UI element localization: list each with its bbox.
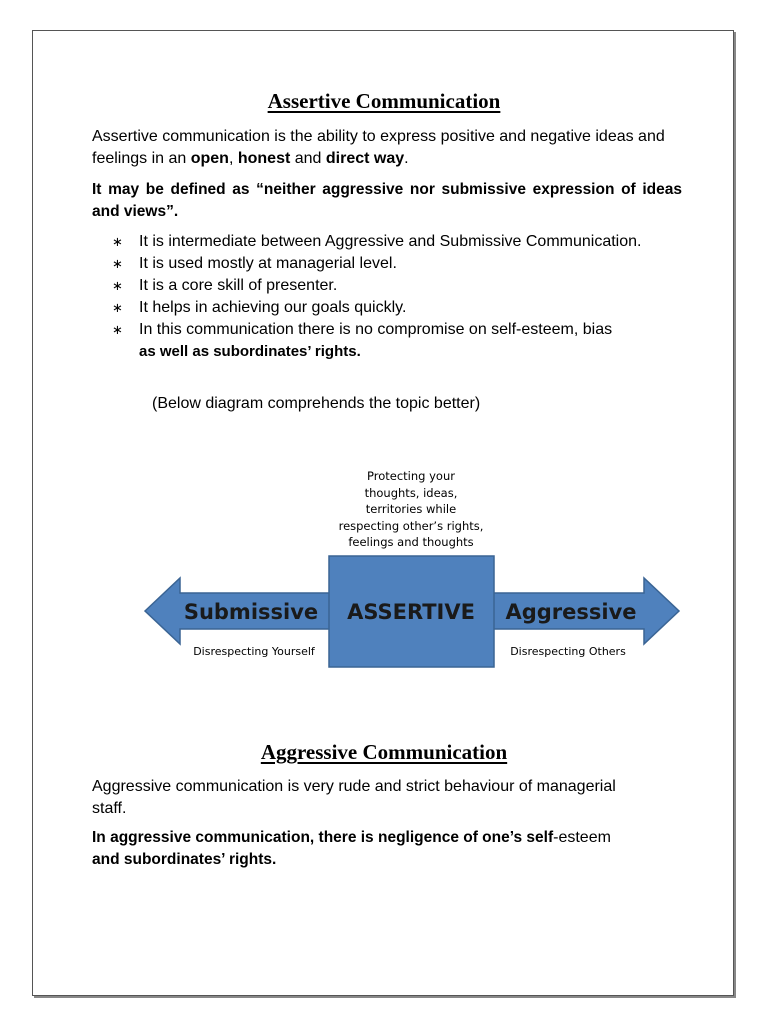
asterisk-icon: ∗	[112, 322, 123, 337]
asterisk-icon: ∗	[112, 278, 123, 293]
asterisk-icon: ∗	[112, 300, 123, 315]
bullet-item: ∗ It is intermediate between Aggressive and Submissive Communication.	[112, 231, 692, 253]
asterisk-icon: ∗	[112, 234, 123, 249]
asterisk-icon: ∗	[112, 256, 123, 271]
diagram-caption: (Below diagram comprehends the topic better)	[152, 395, 481, 412]
top-label-line: respecting other’s rights,	[338, 519, 484, 533]
aggressive-caption: Disrespecting Others	[510, 645, 626, 658]
top-label	[339, 469, 484, 549]
aggressive-intro: Aggressive communication is very rude and strict behaviour of managerial staff.	[92, 778, 616, 817]
bullet-item: ∗ It is used mostly at managerial level.	[112, 253, 692, 275]
top-label-line: territories while	[365, 502, 457, 516]
top-label-line: feelings and thoughts	[348, 535, 474, 549]
assertive-definition: It may be defined as “neither aggressive nor submissive expression of ideas and views”.	[92, 181, 682, 220]
assertive-label: ASSERTIVE	[347, 600, 475, 624]
bullet-item: ∗ It is a core skill of presenter.	[112, 275, 692, 297]
assertive-heading: Assertive Communication	[267, 89, 501, 113]
submissive-label: Submissive	[183, 600, 319, 624]
assertive-intro: Assertive communication is the ability to express positive and negative ideas and feelings in an open, honest and direct way.	[92, 128, 665, 167]
bullet-item: ∗ It helps in achieving our goals quickly.	[112, 297, 692, 319]
aggressive-label: Aggressive	[505, 600, 637, 624]
top-label-line: thoughts, ideas,	[364, 486, 458, 500]
aggressive-details: In aggressive communication, there is negligence of one’s self-esteem and subordinates’ rights.	[92, 829, 611, 868]
aggressive-heading: Aggressive Communication	[260, 740, 508, 764]
bullet-item: ∗ In this communication there is no compromise on self-esteem, bias as well as subordinates’ rights.	[112, 321, 613, 360]
top-label-line: Protecting your	[367, 469, 455, 483]
submissive-caption: Disrespecting Yourself	[193, 645, 315, 658]
